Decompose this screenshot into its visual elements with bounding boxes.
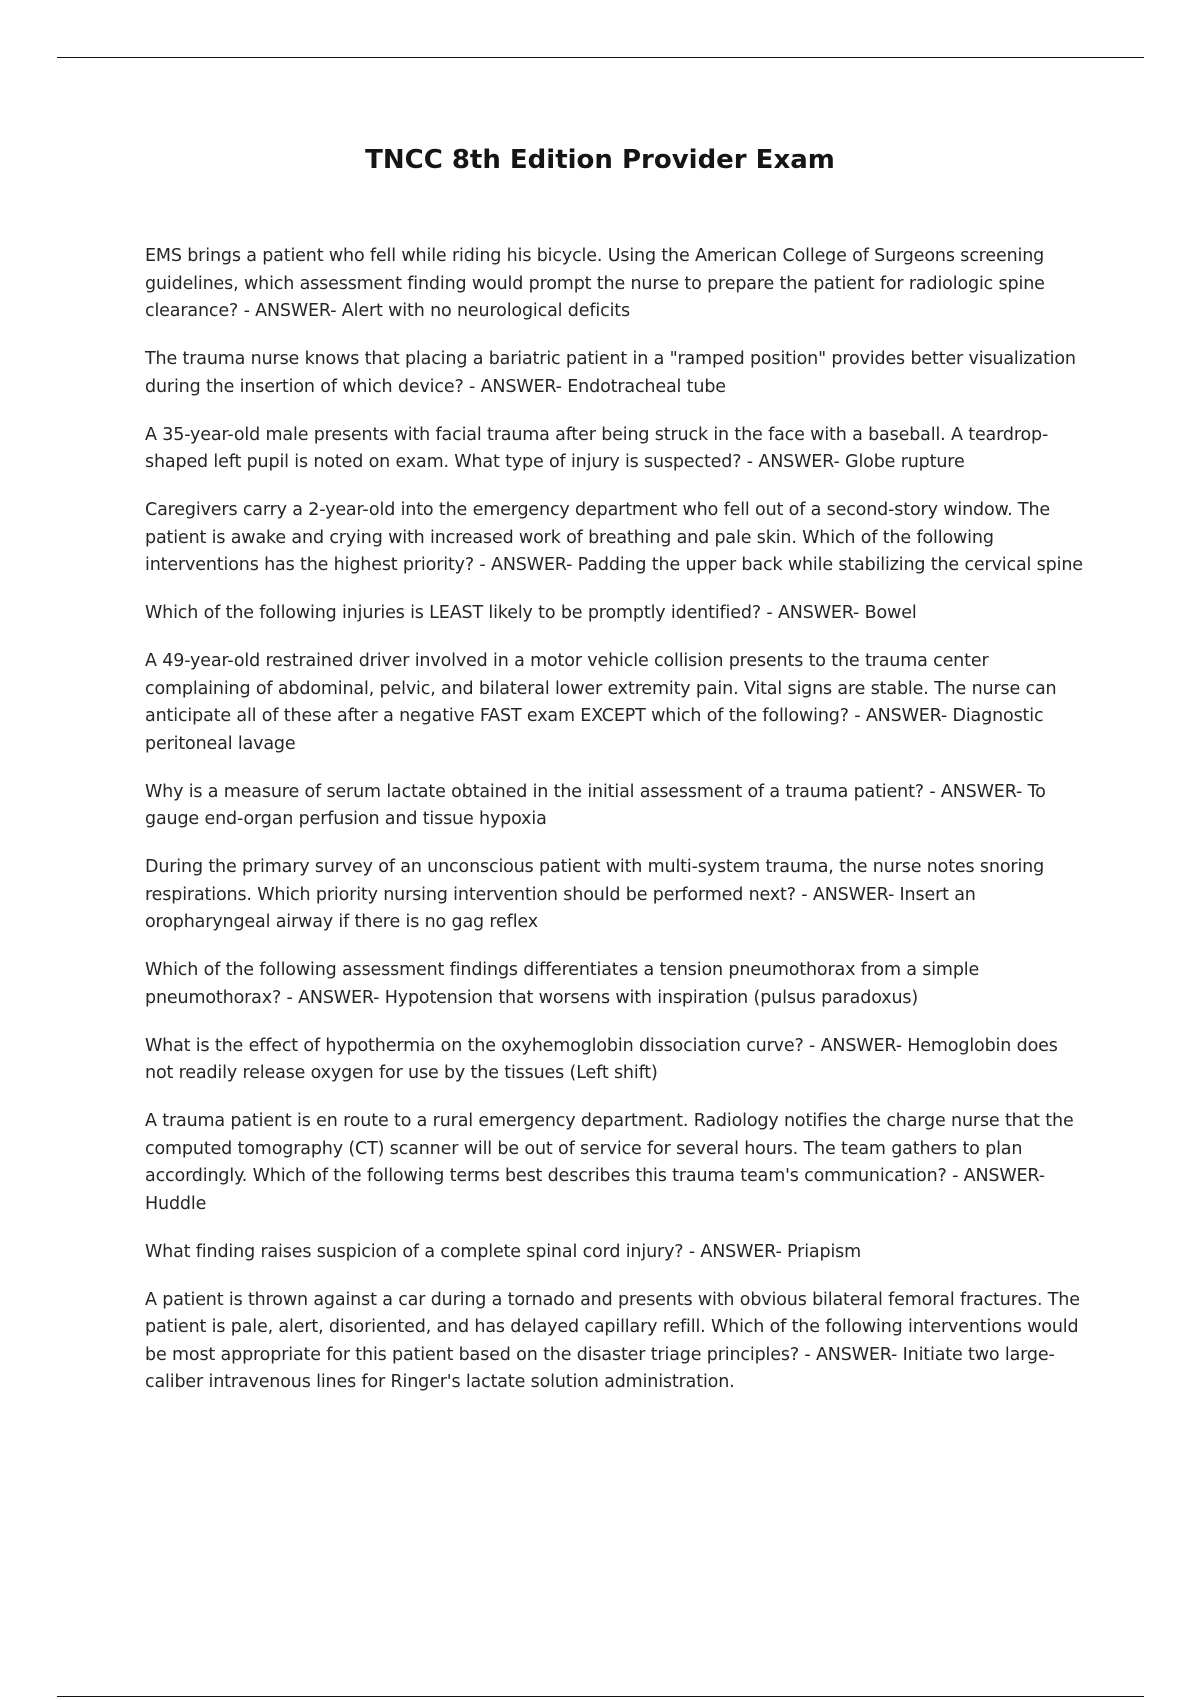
qa-item: Caregivers carry a 2-year-old into the emergency department who fell out of a second-story window. The patient is awake and crying with increased work of breathing and pale skin. Which of the following interventions has the highest priority? - ANSWER- Padding the upper back while stabilizing the cervical spine xyxy=(145,500,1083,575)
qa-item: What is the effect of hypothermia on the oxyhemoglobin dissociation curve? - ANSWER- Hemoglobin does not readily release oxygen for use by the tissues (Left shift) xyxy=(145,1035,1058,1083)
header-rule xyxy=(57,57,1144,58)
qa-item: Which of the following injuries is LEAST likely to be promptly identified? - ANSWER- Bowel xyxy=(145,603,917,623)
qa-item: A trauma patient is en route to a rural emergency department. Radiology notifies the charge nurse that the computed tomography (CT) scanner will be out of service for several hours. The team gathers to plan accordingly. Which of the following terms best describes this trauma team's communication? - ANSWER- Huddle xyxy=(145,1111,1074,1214)
question-answer-list xyxy=(145,243,1091,1417)
qa-item: Why is a measure of serum lactate obtained in the initial assessment of a trauma patient? - ANSWER- To gauge end-organ perfusion and tissue hypoxia xyxy=(145,781,1046,829)
qa-item: Which of the following assessment findings differentiates a tension pneumothorax from a simple pneumothorax? - ANSWER- Hypotension that worsens with inspiration (pulsus paradoxus) xyxy=(145,960,980,1008)
qa-item: EMS brings a patient who fell while riding his bicycle. Using the American College of Surgeons screening guidelines, which assessment finding would prompt the nurse to prepare the patient for radiologic spine clearance? - ANSWER- Alert with no neurological deficits xyxy=(145,246,1045,321)
qa-item: A patient is thrown against a car during a tornado and presents with obvious bilateral femoral fractures. The patient is pale, alert, disoriented, and has delayed capillary refill. Which of the following interventions would be most appropriate for this patient based on the disaster triage principles? - ANSWER- Initiate two large-caliber intravenous lines for Ringer's lactate solution administration. xyxy=(145,1289,1080,1392)
qa-item: The trauma nurse knows that placing a bariatric patient in a "ramped position" provides better visualization during the insertion of which device? - ANSWER- Endotracheal tube xyxy=(145,349,1076,397)
qa-item: During the primary survey of an unconscious patient with multi-system trauma, the nurse notes snoring respirations. Which priority nursing intervention should be performed next? - ANSWER- Insert an oropharyngeal airway if there is no gag reflex xyxy=(145,857,1045,932)
qa-item: What finding raises suspicion of a complete spinal cord injury? - ANSWER- Priapism xyxy=(145,1241,862,1262)
qa-item: A 49-year-old restrained driver involved in a motor vehicle collision presents to the trauma center complaining of abdominal, pelvic, and bilateral lower extremity pain. Vital signs are stable. The nurse can anticipate all of these after a negative FAST exam EXCEPT which of the following? - ANSWER- Diagnostic peritoneal lavage xyxy=(145,651,1057,754)
qa-item: A 35-year-old male presents with facial trauma after being struck in the face with a baseball. A teardrop-shaped left pupil is noted on exam. What type of injury is suspected? - ANSWER- Globe rupture xyxy=(145,424,1049,472)
footer-rule xyxy=(57,1696,1144,1697)
page-title: TNCC 8th Edition Provider Exam xyxy=(365,145,835,175)
